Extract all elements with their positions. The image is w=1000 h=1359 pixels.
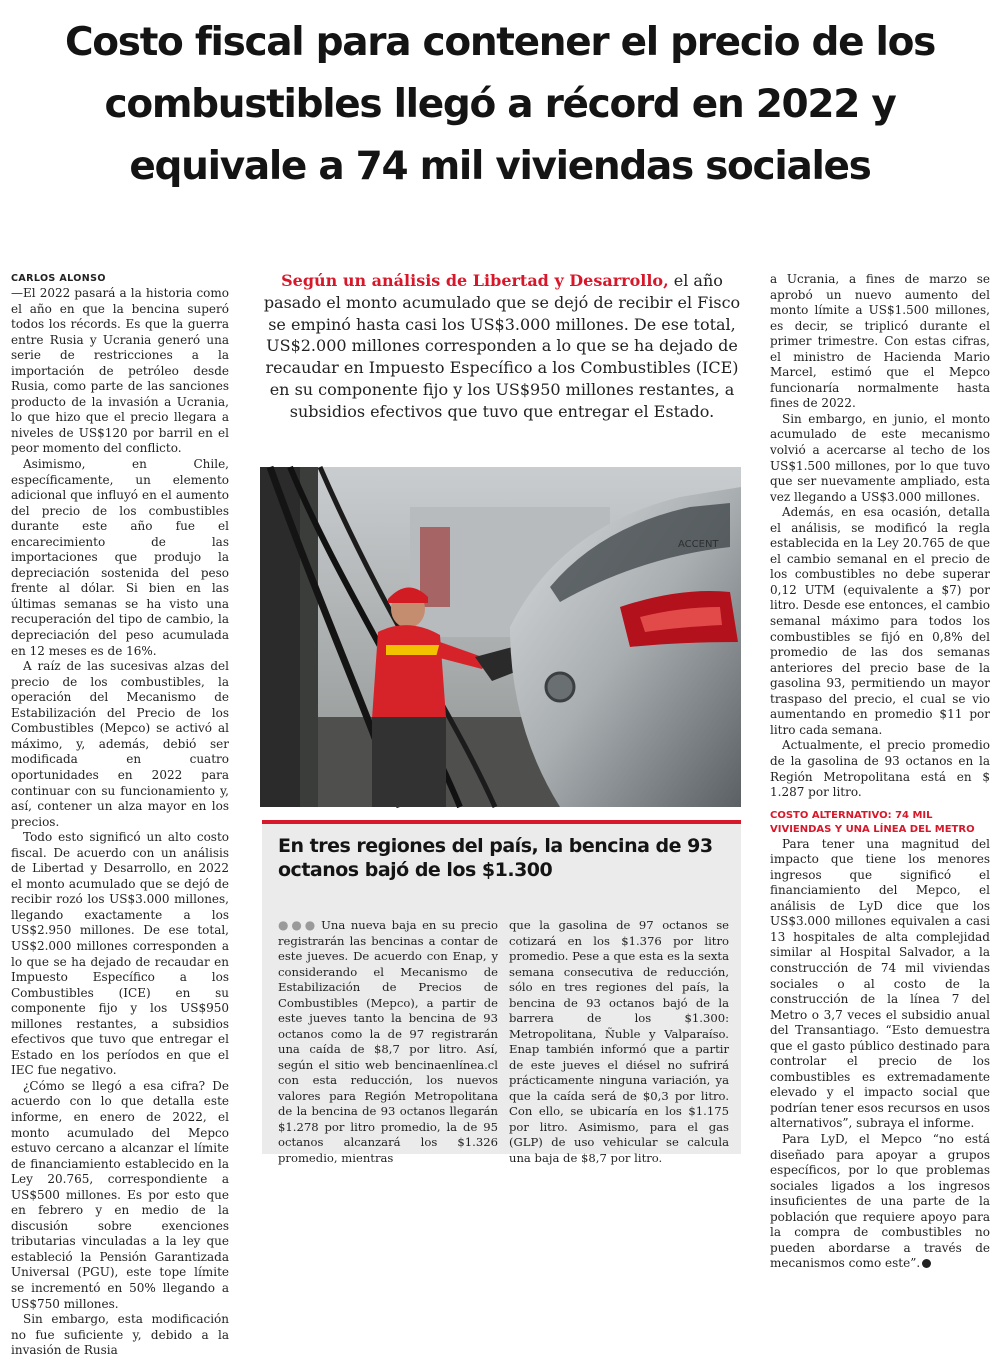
left-paragraph: ¿Cómo se llegó a esa cifra? De acuerdo con lo que detalla este informe, en enero de 2022, el monto acumulado del Mepco estuvo cercano a alcanzar el límite de financiamiento establecido en la Ley 20.765, correspondiente a US$500 millones. Es por esto que en febrero y en medio de la discusión sobre exenciones tributarias vinculadas a la ley que estableció la Pensión Garantizada Universal (PGU), este tope límite se incrementó en 50% llegando a US$750 millones. — [11, 1078, 229, 1311]
fuel-prices-box — [262, 824, 741, 1165]
final-paragraph-text: Para LyD, el Mepco “no está diseñado para apoyar a grupos específicos, por lo que problemas sociales ligados a los ingresos insuficientes de una parte de la población que requiere apoyo para la compra de combustibles no pueden abordarse a través de mecanismos como este”. — [770, 1131, 990, 1271]
pump-column — [260, 467, 300, 807]
headline: Costo fiscal para contener el precio de los combustibles llegó a récord en 2022 y equivale a 74 mil viviendas sociales — [64, 20, 935, 189]
dots-icon: ●●● — [278, 918, 319, 932]
photo-illustration — [260, 467, 741, 807]
box-column-1 — [278, 918, 498, 1166]
right-paragraph: a Ucrania, a fines de marzo se aprobó un nuevo aumento del monto límite a US$1.500 millones, es decir, se triplicó durante el primer trimestre. Con estas cifras, el ministro de Hacienda Mario Marcel, estimó que el Mepco funcionaría normalmente hasta fines de 2022. — [770, 272, 990, 411]
pull-quote-body: el año pasado el monto acumulado que se dejó de recibir el Fisco se empinó hasta casi los US$3.000 millones. De ese total, US$2.000 millones corresponden a lo que se ha dejado de recaudar en Impuesto Específico a los Combustibles (ICE) en su componente fijo y los US$950 millones restantes, a subsidios efectivos que tuvo que entregar el Estado. — [263, 271, 741, 421]
box-title: En tres regiones del país, la bencina de 93 octanos bajó de los $1.300 — [278, 835, 713, 881]
car-badge: ACCENT — [678, 539, 719, 550]
left-paragraph: Todo esto significó un alto costo fiscal. De acuerdo con un análisis de Libertad y Desarrollo, en 2022 el monto acumulado que se dejó de recibir rozó los US$3.000 millones, llegando exactamente a los US$2.950 millones. De ese total, US$2.000 millones corresponden a lo que se ha dejado de recaudar en Impuesto Específico a los Combustibles (ICE) en su componente fijo y los US$950 millones restantes, a subsidios efectivos que tuvo que entregar el Estado en los períodos en que el IEC fue negativo. — [11, 830, 229, 1078]
left-paragraph: A raíz de las sucesivas alzas del precio de los combustibles, la operación del Mecanismo de Estabilización del Precio de los Combustibles (Mepco) se activó al máximo, y, además, debió ser modificada en cuatro oportunidades en 2022 para continuar con su funcionamiento y, así, contener un alza mayor en los precios. — [11, 659, 229, 829]
right-paragraph: Además, en esa ocasión, detalla el análisis, se modificó la regla establecida en la Ley 20.765 de que el cambio semanal en el precio de los combustibles no debe superar 0,12 UTM (equivalente a $7) por litro. Desde ese entonces, el cambio semanal máximo para todos los combustibles se fijó en 0,8% del promedio de las dos semanas anteriores del precio base de la gasolina 93, permitiendo un mayor traspaso del precio, el cual se vio aumentando en promedio $11 por litro cada semana. — [770, 505, 990, 737]
left-paragraph: —El 2022 pasará a la historia como el año en que la bencina superó todos los récords. Es que la guerra entre Rusia y Ucrania generó una serie de restricciones a la importación de petróleo desde Rusia, como parte de las sanciones producto de la invasión a Ucrania, lo que hizo que el precio llegara a niveles de US$120 por barril en el peor momento del conflicto. — [11, 286, 229, 456]
left-paragraph: Asimismo, en Chile, específicamente, un elemento adicional que influyó en el aumento del precio de los combustibles durante este año fue el encarecimiento de las importaciones que produjo la depreciación sostenida del peso frente al dólar. Si bien en las últimas semanas se ha visto una recuperación del tipo de cambio, la depreciación del peso acumulada en 12 meses es de 16%. — [11, 457, 229, 658]
right-paragraph — [770, 1132, 990, 1272]
right-column — [770, 272, 990, 1272]
end-mark-icon — [922, 1259, 931, 1268]
pull-quote-lead: Según un análisis de Libertad y Desarrollo, — [281, 271, 669, 290]
box-column-2: que la gasolina de 97 octanos se cotizará en los $1.376 por litro promedio. Pese a que esta es la sexta semana consecutiva de reducción, sólo en tres regiones del país, la bencina de 93 octanos bajó de la barrera de los $1.300: Metropolitana, Ñuble y Valparaíso. Enap también informó que a partir de este jueves el diésel no sufrirá prácticamente ninguna variación, ya que la caída será de $0,3 por litro. Con ello, se ubicaría en los $1.175 por litro. Asimismo, para el gas (GLP) de uso vehicular se calcula una baja de $8,7 por litro. — [509, 918, 729, 1165]
right-paragraph: Sin embargo, en junio, el monto acumulado de este mecanismo volvió a acercarse al techo de los US$1.500 millones, por lo que tuvo que ser nuevamente ampliado, esta vez llegando a US$3.000 millones. — [770, 411, 990, 504]
left-column — [11, 272, 229, 1359]
box-text-1: Una nueva baja en su precio registrarán las bencinas a contar de este jueves. De acuerdo con Enap, y considerando el Mecanismo de Estabilización de Precios de Combustibles (Mepco), a partir de este jueves tanto la bencina de 93 octanos como la de 97 registrarán una caída de $8,7 por litro. Así, según el sitio web bencinaenlínea.cl con esta reducción, los nuevos valores para Región Metropolitana de la bencina de 93 octanos llegarán $1.278 por litro promedio, la de 95 octanos alcanzará los $1.326 promedio, mientras — [278, 918, 498, 1165]
byline: CARLOS ALONSO — [11, 273, 106, 284]
left-paragraph: Sin embargo, esta modificación no fue suficiente y, debido a la invasión de Rusia — [11, 1312, 229, 1358]
right-paragraph: Para tener una magnitud del impacto que tiene los menores ingresos que significó el financiamiento del Mepco, el análisis de LyD dice que los US$3.000 millones equivalen a casi 13 hospitales de alta complejidad similar al Hospital Salvador, a la construcción de 74 mil viviendas sociales o al costo de la construcción de la línea 7 del Metro o 3,7 veces el subsidio anual del Transantiago. “Esto demuestra que el gasto público destinado para controlar el precio de los combustibles es extremadamente elevado y el impacto social que podrían tener esos recursos en usos alternativos”, subraya el informe. — [770, 836, 990, 1131]
right-paragraph: Actualmente, el precio promedio de la gasolina de 93 octanos en la Región Metropolitana está en $ 1.287 por litro. — [770, 738, 990, 800]
fuel-cap — [546, 673, 574, 701]
pull-quote — [262, 270, 742, 423]
section-subhead: COSTO ALTERNATIVO: 74 MIL VIVIENDAS Y UNA LÍNEA DEL METRO — [770, 809, 975, 835]
photo-gas-station — [260, 467, 741, 807]
